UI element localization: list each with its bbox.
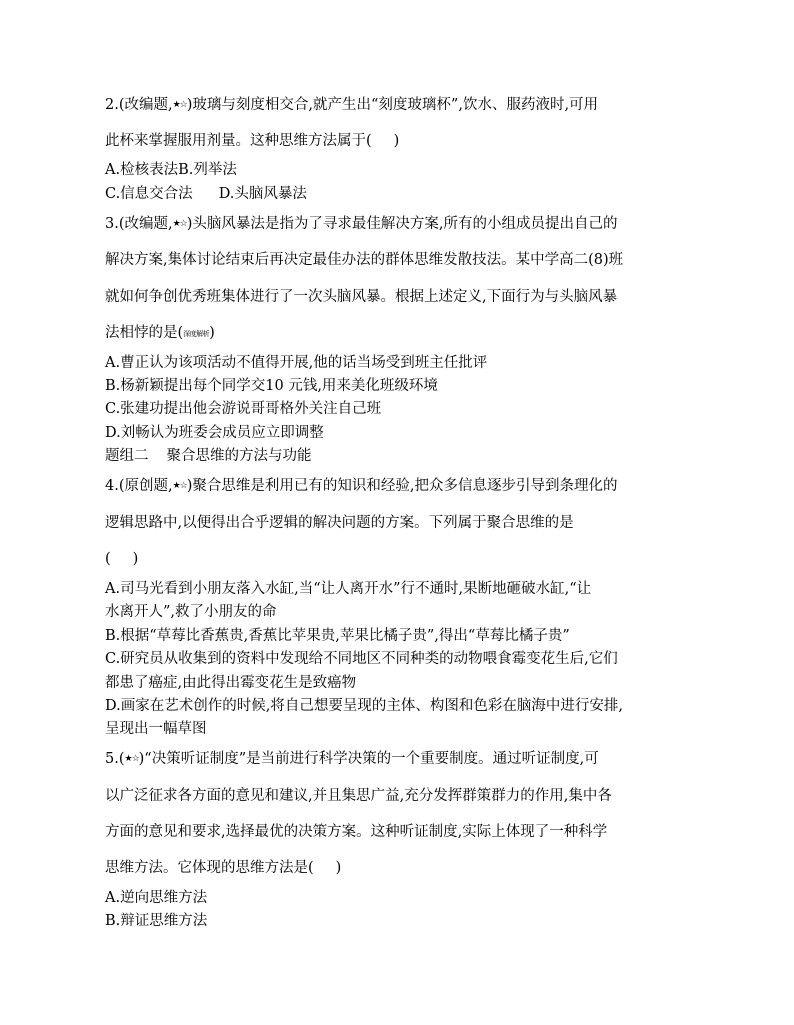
q2-options-row-2	[105, 184, 307, 204]
q3-option-c-text: C.张建功提出他会游说哥哥格外关注自己班	[105, 401, 382, 417]
q5-option-b	[105, 911, 207, 931]
q2-line-2	[105, 131, 399, 151]
q3-line-3-text: 就如何争创优秀班集体进行了一次头脑风暴。根据上述定义,下面行为与头脑风暴	[105, 289, 618, 305]
section-heading	[105, 446, 312, 466]
q3-option-b-text: B.杨新颖提出每个同学交10 元钱,用来美化班级环境	[105, 378, 438, 394]
q2-option-b: B.列举法	[178, 162, 237, 178]
q4-line-3	[105, 549, 138, 569]
q4-option-c-line-2	[105, 673, 356, 693]
q3-option-d-text: D.刘畅认为班委会成员应立即调整	[105, 425, 324, 441]
q5-line-3-text: 方面的意见和要求,选择最优的决策方案。这种听证制度,实际上体现了一种科学	[105, 824, 608, 840]
q4-option-a-text-1: A.司马光看到小朋友落入水缸,当“让人离开水”行不通时,果断地砸破水缸,“让	[105, 581, 592, 597]
q4-line-3-open: (	[105, 551, 111, 567]
q3-line-1-text: )头脑风暴法是指为了寻求最佳解决方案,所有的小组成员提出自己的	[186, 216, 618, 232]
q3-option-a	[105, 353, 487, 373]
q5-line-3	[105, 822, 607, 842]
q3-line-1-prefix: 3.(改编题,	[105, 216, 173, 232]
q4-option-a-text-2: 水离开人”,救了小朋友的命	[105, 604, 277, 620]
q3-line-2-text: 解决方案,集体讨论结束后再决定最佳办法的群体思维发散技法。某中学高二(8)班	[105, 252, 624, 268]
difficulty-star-icon: ★☆	[124, 754, 139, 764]
q3-line-4-text: 法相悖的是(	[105, 325, 184, 341]
q2-option-d: D.头脑风暴法	[218, 186, 307, 202]
q5-line-4-text: 思维方法。它体现的思维方法是(	[105, 860, 314, 876]
q4-line-1	[105, 476, 618, 496]
q5-line-2	[105, 786, 612, 806]
q2-option-a: A.检核表法	[105, 162, 179, 178]
q2-options-row-1	[105, 160, 237, 180]
q5-line-1-text: )“决策听证制度”是当前进行科学决策的一个重要制度。通过听证制度,可	[138, 751, 599, 767]
q5-line-1-prefix: 5.(	[105, 751, 125, 767]
q2-line-1-prefix: 2.(改编题,	[105, 97, 173, 113]
q3-option-c	[105, 399, 381, 419]
difficulty-star-icon: ★☆	[172, 100, 187, 110]
section-title: 聚合思维的方法与功能	[166, 448, 312, 464]
difficulty-star-icon: ★☆	[172, 219, 187, 229]
q4-option-c-text-1: C.研究员从收集到的资料中发现给不同地区不同种类的动物喂食霉变花生后,它们	[105, 651, 618, 667]
section-label: 题组二	[105, 448, 149, 464]
q4-line-1-text: )聚合思维是利用已有的知识和经验,把众多信息逐步引导到条理化的	[186, 478, 618, 494]
q5-line-1	[105, 749, 599, 769]
difficulty-star-icon: ★☆	[172, 481, 187, 491]
q5-line-2-text: 以广泛征求各方面的意见和建议,并且集思广益,充分发挥群策群力的作用,集中各	[105, 788, 612, 804]
q2-option-c: C.信息交合法	[105, 186, 193, 202]
q5-option-a	[105, 888, 207, 908]
q2-line-2-close: )	[393, 133, 400, 149]
analysis-tag: 深度解析	[183, 330, 210, 338]
q4-line-1-prefix: 4.(原创题,	[105, 478, 173, 494]
q4-option-b-text: B.根据“草莓比香蕉贵,香蕉比苹果贵,苹果比橘子贵”,得出“草莓比橘子贵”	[105, 628, 570, 644]
q3-option-d	[105, 423, 324, 443]
q5-line-4-close: )	[335, 860, 342, 876]
q4-option-b	[105, 626, 570, 646]
q4-line-3-close: )	[132, 551, 139, 567]
q4-option-d-text-2: 呈现出一幅草图	[105, 721, 207, 737]
q3-line-4-close: )	[209, 325, 215, 341]
q3-option-b	[105, 376, 438, 396]
q4-option-a-line-1	[105, 579, 591, 599]
q3-line-4	[105, 323, 215, 344]
q5-option-b-text: B.辩证思维方法	[105, 913, 208, 929]
q4-option-d-line-2	[105, 719, 207, 739]
q4-option-c-line-1	[105, 649, 618, 669]
q4-option-a-line-2	[105, 602, 277, 622]
q2-line-2-text: 此杯来掌握服用剂量。这种思维方法属于(	[105, 133, 372, 149]
q3-line-3	[105, 287, 617, 307]
q4-option-d-text-1: D.画家在艺术创作的时候,将自己想要呈现的主体、构图和色彩在脑海中进行安排,	[105, 698, 623, 714]
q5-line-4	[105, 858, 341, 878]
q5-option-a-text: A.逆向思维方法	[105, 890, 208, 906]
q4-option-d-line-1	[105, 696, 623, 716]
q4-line-2	[105, 513, 574, 533]
q2-line-1-text: )玻璃与刻度相交合,就产生出“刻度玻璃杯”,饮水、服药液时,可用	[186, 97, 599, 113]
q3-line-1	[105, 214, 618, 234]
q4-line-2-text: 逻辑思路中,以便得出合乎逻辑的解决问题的方案。下列属于聚合思维的是	[105, 515, 574, 531]
q3-option-a-text: A.曹正认为该项活动不值得开展,他的话当场受到班主任批评	[105, 355, 488, 371]
q3-line-2	[105, 250, 623, 270]
q2-line-1	[105, 95, 598, 115]
q4-option-c-text-2: 都患了癌症,由此得出霉变花生是致癌物	[105, 675, 357, 691]
